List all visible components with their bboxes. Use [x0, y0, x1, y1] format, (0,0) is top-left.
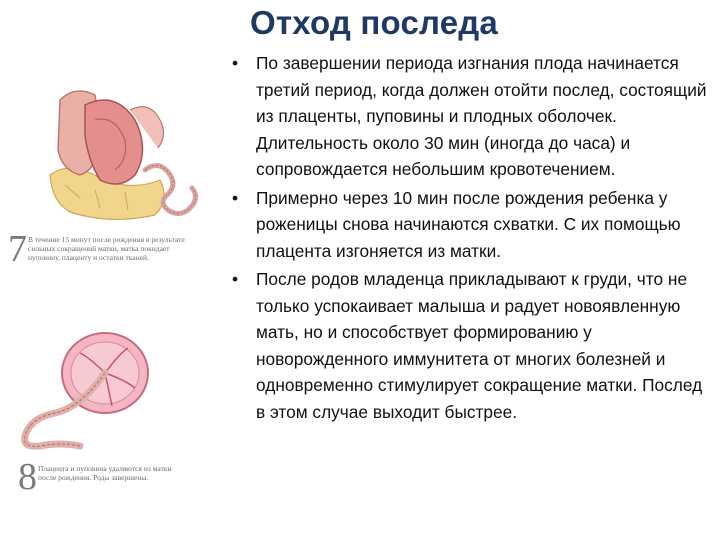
bullet-item: [228, 266, 714, 425]
figure-number: 7: [8, 228, 27, 270]
bullet-item: [228, 185, 714, 265]
uterus-illustration: [40, 80, 215, 225]
bullet-item: [228, 50, 714, 183]
placenta-illustration: [10, 318, 170, 453]
bullet-text: Примерно через 10 мин после рождения ребенка у роженицы снова начинаются схватки. С их помощью плацента изгоняется из матки.: [256, 187, 681, 261]
figure-number: 8: [18, 456, 37, 498]
bullet-text: По завершении периода изгнания плода начинается третий период, когда должен отойти послед, состоящий из плаценты, пуповины и плодных оболочек. Длительность около 30 мин (иногда до часа) и сопровождается небольшим кровотечением.: [256, 53, 707, 179]
bullet-list: [228, 50, 714, 427]
bullet-marker: •: [231, 269, 239, 289]
bullet-text: После родов младенца прикладывают к груди, что не только успокаивает малыша и радует новоявленную мать, но и способствует формированию у новорожденного иммунитета от многих болезней и одновременно стимулирует сокращение матки. Послед в этом случае выходит быстрее.: [256, 269, 703, 422]
figure-uterus: [0, 80, 218, 280]
bullet-marker: •: [231, 53, 239, 73]
bullet-marker: •: [231, 187, 239, 208]
figure-caption: Плацента и пуповина удаляются из матки после рождения. Роды завершены.: [38, 464, 172, 482]
figure-placenta: [0, 318, 218, 518]
slide-title: Отход последа: [250, 4, 498, 41]
figure-caption: В течение 15 минут после рождения в результате сильных сокращений матки, матка покидает пуповину, плаценту и остатки тканей.: [28, 235, 185, 262]
